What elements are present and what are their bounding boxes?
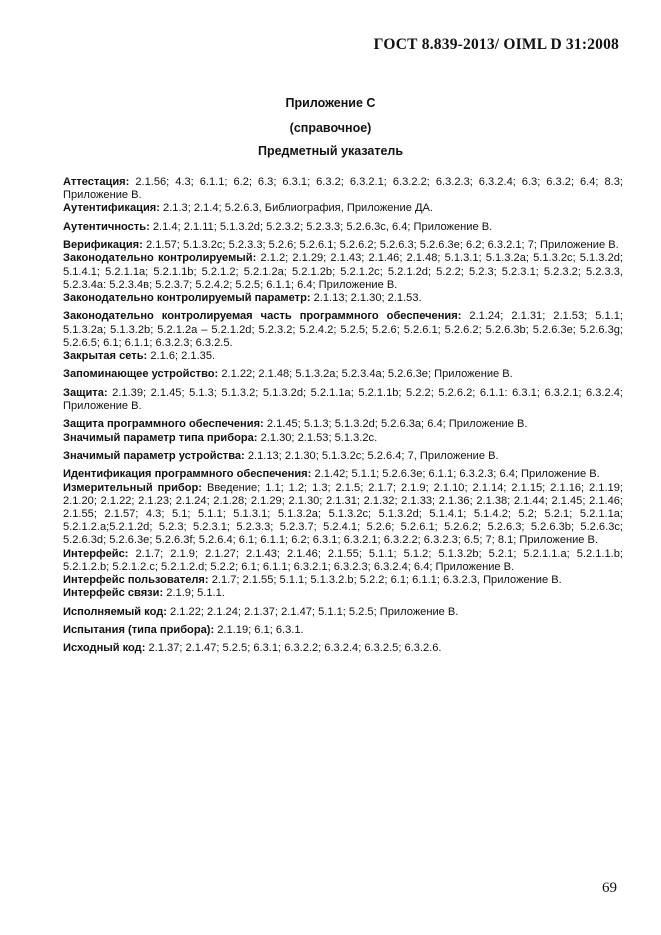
index-references: Введение; 1.1; 1.2; 1.3; 2.1.5; 2.1.7; 2.1.9; 2.1.10; 2.1.14; 2.1.15; 2.1.16; 2.1.19; 2.1.20; 2.1.22; 2.1.23; 2.1.24; 2.1.28; 2.1.29; 2.1.30; 2.1.31; 2.1.32; 2.1.33; 2.1.36; 2.1.38; 2.1.44; 2.1.45; 2.1.46; 2.1.55; 2.1.57; 4.3; 5.1; 5.1.1; 5.1.3.1; 5.1.3.2a; 5.1.3.2c; 5.1.3.2d; 5.1.4.1; 5.1.4.2; 5.2; 5.2.1; 5.2.1.1a; 5.2.1.2.a;5.2.1.2d; 5.2.3; 5.2.3.1; 5.2.3.3; 5.2.3.7; 5.2.4.1; 5.2.6; 5.2.6.1; 5.2.6.2; 5.2.6.3; 5.2.6.3b; 5.2.6.3c; 5.2.6.3d; 5.2.6.3e; 5.2.6.3f; 5.2.6.4; 6.1; 6.1.1; 6.2; 6.3.1; 6.3.2.1; 6.3.2.2; 6.3.2.3; 6.5; 7; 8.1; Приложение В. (63, 481, 623, 547)
index-references: 2.1.22; 2.1.48; 5.1.3.2a; 5.2.3.4a; 5.2.6.3e; Приложение В. (221, 368, 513, 381)
document-header: ГОСТ 8.839-2013/ OIML D 31:2008 (373, 36, 619, 53)
index-references: 2.1.6; 2.1.35. (150, 350, 216, 362)
index-term: Закрытая сеть: (63, 350, 148, 362)
index-entry (63, 574, 623, 587)
index-term: Аутентификация: (63, 202, 160, 215)
index-entry (63, 368, 623, 381)
index-entry (63, 432, 623, 445)
index-entry (63, 387, 623, 413)
index-term: Значимый параметр типа прибора: (63, 431, 258, 444)
index-references: 2.1.13; 2.1.30; 5.1.3.2c; 5.2.6.4; 7, Приложение В. (247, 449, 499, 462)
index-term: Интерфейс: (63, 547, 129, 560)
index-title: Предметный указатель (257, 144, 404, 158)
index-entry (63, 350, 623, 363)
index-entry (63, 418, 623, 431)
index-entry (63, 450, 623, 463)
index-references: 2.1.37; 2.1.47; 5.2.5; 6.3.1; 6.3.2.2; 6.3.2.4; 6.3.2.5; 6.3.2.6. (148, 642, 442, 655)
index-references: 2.1.42; 5.1.1; 5.2.6.3e; 6.1.1; 6.3.2.3; 6.4; Приложение В. (314, 468, 600, 481)
index-term: Защита программного обеспечения: (63, 418, 264, 431)
index-term: Испытания (типа прибора): (63, 623, 215, 636)
index-references: 2.1.4; 2.1.11; 5.1.3.2d; 5.2.3.2; 5.2.3.3; 5.2.6.3c, 6.4; Приложение В. (152, 220, 493, 233)
index-entry (63, 482, 623, 548)
index-term: Идентификация программного обеспечения: (63, 468, 312, 481)
index-entry (63, 310, 623, 350)
index-term: Законодательно контролируемый параметр: (63, 292, 311, 304)
index-references: 2.1.7; 2.1.9; 2.1.27; 2.1.43; 2.1.46; 2.1.55; 5.1.1; 5.1.2; 5.1.3.2b; 5.2.1; 5.2.1.1.a; 5.2.1.1.b; 5.2.1.2.b; 5.2.1.2.c; 5.2.1.2.d; 5.2.2; 6.1; 6.1.1; 6.3.2.1; 6.3.2.3; 6.3.2.4; 6.4; Приложение В. (63, 547, 623, 573)
appendix-label: Приложение С (285, 96, 376, 110)
index-entry (63, 624, 623, 637)
index-entry (63, 468, 623, 481)
subject-index (63, 176, 623, 661)
index-term: Интерфейс пользователя: (63, 573, 209, 586)
index-entry (63, 642, 623, 655)
index-term: Интерфейс связи: (63, 587, 164, 600)
index-references: 2.1.9; 5.1.1. (166, 587, 225, 600)
appendix-type: (справочное) (289, 121, 372, 135)
index-references: 2.1.45; 5.1.3; 5.1.3.2d; 5.2.6.3a; 6.4; Приложение В. (266, 418, 528, 431)
index-entry (63, 606, 623, 619)
index-entry (63, 252, 623, 292)
index-references: 2.1.22; 2.1.24; 2.1.37; 2.1.47; 5.1.1; 5.2.5; Приложение В. (170, 605, 459, 618)
index-term: Измерительный прибор: (63, 481, 202, 494)
index-references: 2.1.7; 2.1.55; 5.1.1; 5.1.3.2.b; 5.2.2; 6.1; 6.1.1; 6.3.2.3, Приложение В. (211, 573, 562, 586)
index-references: 2.1.13; 2.1.30; 2.1.53. (313, 292, 422, 304)
index-term: Законодательно контролируемый: (63, 252, 257, 265)
index-references: 2.1.57; 5.1.3.2c; 5.2.3.3; 5.2.6; 5.2.6.1; 5.2.6.2; 5.2.6.3; 5.2.6.3e; 6.2; 6.3.2.1; 7; Приложение В. (145, 239, 619, 252)
index-term: Исходный код: (63, 642, 146, 655)
index-entry (63, 239, 623, 252)
index-references: 2.1.24; 2.1.31; 2.1.53; 5.1.1; 5.1.3.2a; 5.1.3.2b; 5.2.1.2a – 5.2.1.2d; 5.2.3.2; 5.2.4.2; 5.2.5; 5.2.6; 5.2.6.1; 5.2.6.2; 5.2.6.3b; 5.2.6.3e; 5.2.6.3g; 5.2.6.5; 6.1; 6.1.1; 6.3.2.3; 6.3.2.5. (63, 310, 623, 349)
index-references: 2.1.19; 6.1; 6.3.1. (217, 623, 304, 636)
index-term: Значимый параметр устройства: (63, 449, 245, 462)
index-references: 2.1.2; 2.1.29; 2.1.43; 2.1.46; 2.1.48; 5.1.3.1; 5.1.3.2a; 5.1.3.2c; 5.1.3.2d; 5.1.4.1; 5.2.1.1a; 5.2.1.1b; 5.2.1.2; 5.2.1.2a; 5.2.1.2b; 5.2.1.2c; 5.2.1.2d; 5.2.2; 5.2.3; 5.2.3.1; 5.2.3.2; 5.2.3.3, 5.2.3.4a: 5.2.3.4в; 5.2.3.7; 5.2.4.2; 5.2.5; 6.1.1; 6.4; Приложение В. (63, 252, 623, 291)
index-references: 2.1.30; 2.1.53; 5.1.3.2c. (260, 431, 378, 444)
index-entry (63, 221, 623, 234)
index-references: 2.1.39; 2.1.45; 5.1.3; 5.1.3.2; 5.1.3.2d; 5.2.1.1a; 5.2.1.1b; 5.2.2; 5.2.6.2; 6.1.1: 6.3.1; 6.3.2.1; 6.3.2.4; Приложение В. (63, 386, 623, 412)
index-entry (63, 587, 623, 600)
index-references: 2.1.3; 2.1.4; 5.2.6.3, Библиография, Приложение ДА. (163, 202, 433, 215)
index-term: Верификация: (63, 239, 143, 252)
index-term: Законодательно контролируемая часть программного обеспечения: (63, 310, 462, 323)
index-term: Защита: (63, 386, 108, 399)
index-references: 2.1.56; 4.3; 6.1.1; 6.2; 6.3; 6.3.1; 6.3.2; 6.3.2.1; 6.3.2.2; 6.3.2.3; 6.3.2.4; 6.3; 6.3.2; 6.4; 8.3; Приложение В. (63, 176, 623, 202)
index-entry (63, 548, 623, 574)
index-term: Аутентичность: (63, 220, 150, 233)
index-entry (63, 292, 623, 305)
index-term: Аттестация: (63, 176, 130, 188)
index-term: Исполняемый код: (63, 605, 167, 618)
index-entry (63, 176, 623, 202)
index-term: Запоминающее устройство: (63, 368, 219, 381)
index-entry (63, 202, 623, 215)
page-number: 69 (602, 880, 617, 896)
